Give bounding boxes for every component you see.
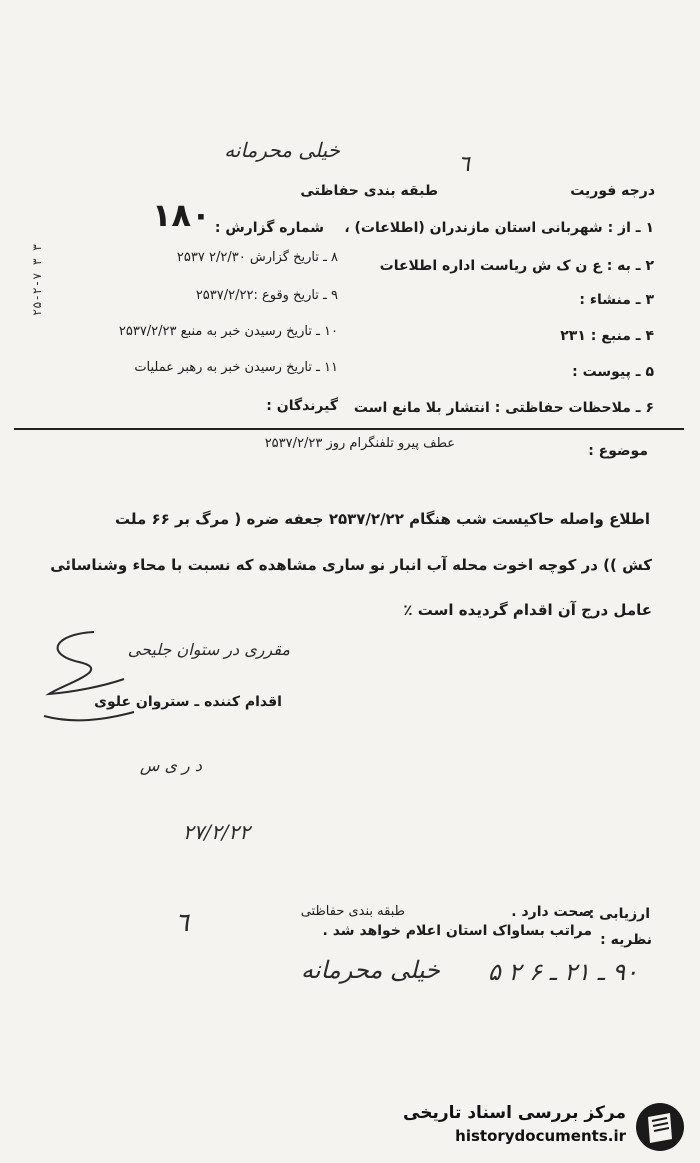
archive-logo-icon <box>634 1101 686 1153</box>
footer-handwritten-classification: خیلی محرمانه <box>301 956 440 984</box>
field-recipients: گیرندگان : <box>266 398 338 414</box>
top-handwritten-classification: خیلی محرمانه <box>224 138 340 162</box>
body-line-1: اطلاع واصله حاکیست شب هنگام ۲۵۳۷/۲/۲۲ جعفه ضره ( مرگ بر ۶۶ ملت <box>115 510 650 528</box>
opinion-label: نظریه : <box>600 932 652 948</box>
watermark-name: مرکز بررسی اسناد تاریخی <box>403 1103 626 1123</box>
classification-label: طبقه بندی حفاظتی <box>300 183 438 199</box>
margin-vertical-number: ۲۵-۲-۷ ۳ ۳ <box>30 243 44 316</box>
urgency-label: درجه فوریت <box>570 183 655 199</box>
field-ops-leader-date: ۱۱ ـ تاریخ رسیدن خبر به رهبر عملیات <box>134 360 338 375</box>
report-number-value: ۱۸۰ <box>152 196 211 234</box>
field-source-receipt-date: ۱۰ ـ تاریخ رسیدن خبر به منبع ۲۵۳۷/۲/۲۳ <box>118 324 338 339</box>
evaluation-value: صحت دارد . <box>511 904 592 920</box>
body-line-3: عامل درج آن اقدام گردیده است ٪ <box>403 601 652 619</box>
opinion-value: مراتب بساواک استان اعلام خواهد شد . <box>322 923 592 939</box>
evaluation-label: ارزیابی : <box>588 906 650 922</box>
field-report-number: شماره گزارش : <box>214 220 324 236</box>
footer-classification-label: طبقه بندی حفاظتی <box>300 904 405 919</box>
subject-value: عطف پیرو تلفنگرام روز ۲۵۳۷/۲/۲۳ <box>264 436 455 451</box>
body-line-2: کش )) در کوچه اخوت محله آب انبار نو ساری مشاهده که نسبت با محاء وشناسائی <box>50 556 652 574</box>
field-occurrence-date: ۹ ـ تاریخ وقوع :۲۵۳۷/۲/۲۲ <box>195 288 338 303</box>
field-to: ۲ ـ به : ع ن ک ش ریاست اداره اطلاعات <box>379 258 654 274</box>
top-handwritten-mark: ٦ <box>458 152 470 177</box>
header-divider <box>14 428 684 430</box>
footer-handwritten-number: ۹۰ ـ ۲۱ ـ ۶ ۲ ۵ <box>487 958 638 986</box>
field-report-date: ۸ ـ تاریخ گزارش ۲/۲/۳۰ ۲۵۳۷ <box>176 250 338 265</box>
field-security-notes: ۶ ـ ملاحظات حفاظتی : انتشار بلا مانع است <box>353 400 654 416</box>
action-officer: اقدام کننده ـ ستروان علوی <box>94 694 282 710</box>
watermark <box>403 1099 686 1153</box>
handwritten-note: مقرری در ستوان جلیحی <box>127 640 290 659</box>
subject-label: موضوع : <box>588 443 648 459</box>
field-source: ۴ ـ منبع : ۲۳۱ <box>560 328 654 344</box>
handwritten-initial: د ر ی س <box>139 756 202 775</box>
watermark-url: historydocuments.ir <box>455 1127 626 1145</box>
field-from: ۱ ـ از : شهربانی استان مازندران (اطلاعات) ، <box>344 220 654 236</box>
handwritten-number: ۲۷/۲/۲۲ <box>182 820 250 844</box>
footer-handwritten-mark: ٦ <box>175 908 189 938</box>
field-origin: ۳ ـ منشاء : <box>579 292 654 308</box>
field-attachment: ۵ ـ پیوست : <box>572 364 654 380</box>
